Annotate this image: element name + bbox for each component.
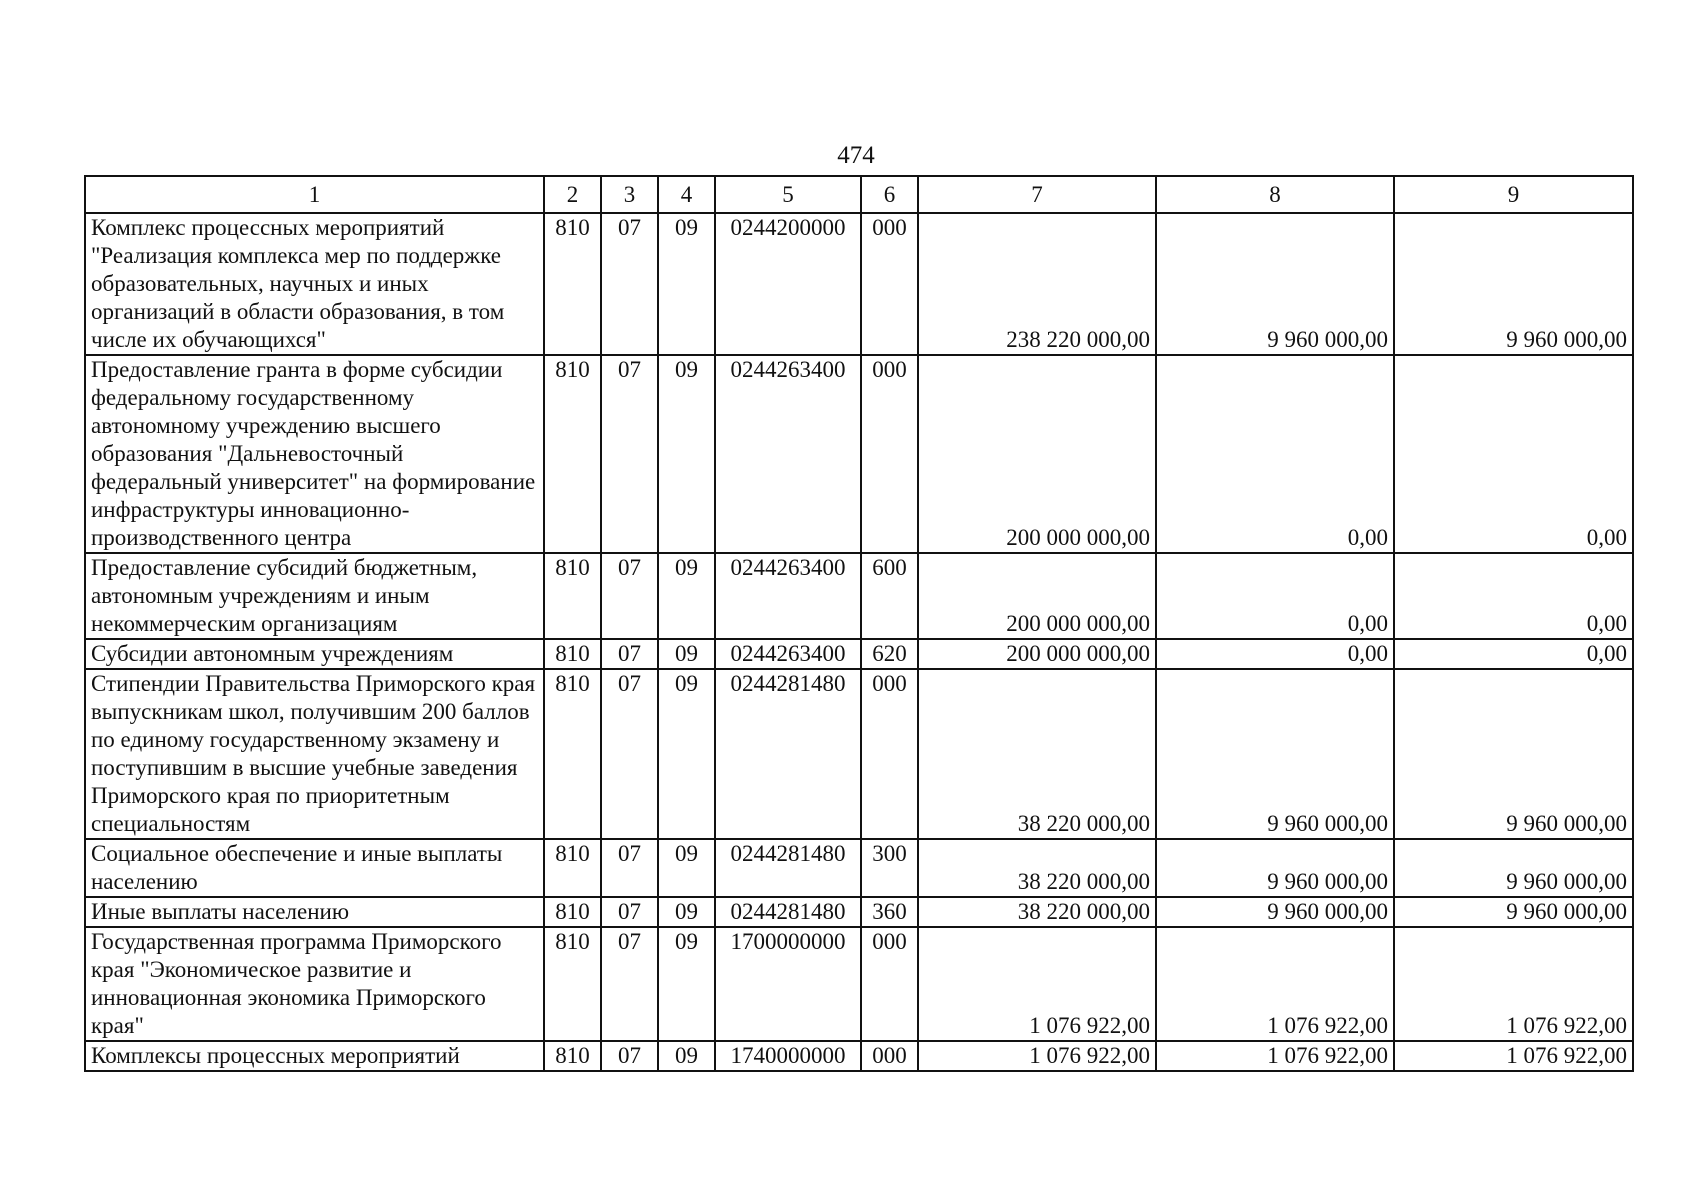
code-5: 0244200000 [715, 213, 861, 355]
code-3: 07 [601, 927, 658, 1041]
column-header: 3 [601, 176, 658, 213]
budget-table [84, 175, 1634, 1072]
code-2: 810 [544, 839, 601, 897]
row-name: Стипендии Правительства Приморского края выпускникам школ, получившим 200 баллов по единому государственному экзамену и поступившим в высшие учебные заведения Приморского края по приоритетным специальностям [85, 669, 544, 839]
amount-8: 0,00 [1156, 639, 1394, 669]
code-2: 810 [544, 639, 601, 669]
amount-9: 1 076 922,00 [1394, 1041, 1633, 1071]
code-5: 0244281480 [715, 839, 861, 897]
amount-7: 1 076 922,00 [918, 1041, 1156, 1071]
code-5: 0244263400 [715, 639, 861, 669]
table-row [85, 897, 1633, 927]
table-row [85, 839, 1633, 897]
code-4: 09 [658, 839, 715, 897]
code-2: 810 [544, 553, 601, 639]
column-header: 1 [85, 176, 544, 213]
code-2: 810 [544, 213, 601, 355]
code-2: 810 [544, 927, 601, 1041]
amount-9: 9 960 000,00 [1394, 839, 1633, 897]
code-3: 07 [601, 1041, 658, 1071]
code-6: 000 [861, 213, 918, 355]
code-2: 810 [544, 355, 601, 553]
code-5: 1740000000 [715, 1041, 861, 1071]
table-row [85, 553, 1633, 639]
amount-8: 9 960 000,00 [1156, 897, 1394, 927]
code-5: 0244281480 [715, 669, 861, 839]
amount-8: 9 960 000,00 [1156, 213, 1394, 355]
code-2: 810 [544, 897, 601, 927]
code-3: 07 [601, 553, 658, 639]
code-4: 09 [658, 669, 715, 839]
code-5: 0244281480 [715, 897, 861, 927]
amount-9: 9 960 000,00 [1394, 669, 1633, 839]
row-name: Комплексы процессных мероприятий [85, 1041, 544, 1071]
table-row [85, 1041, 1633, 1071]
code-3: 07 [601, 355, 658, 553]
code-3: 07 [601, 839, 658, 897]
column-header: 9 [1394, 176, 1633, 213]
code-6: 000 [861, 669, 918, 839]
code-6: 300 [861, 839, 918, 897]
amount-7: 38 220 000,00 [918, 669, 1156, 839]
column-header: 5 [715, 176, 861, 213]
code-5: 1700000000 [715, 927, 861, 1041]
code-3: 07 [601, 213, 658, 355]
amount-8: 9 960 000,00 [1156, 839, 1394, 897]
amount-9: 0,00 [1394, 639, 1633, 669]
code-6: 360 [861, 897, 918, 927]
row-name: Комплекс процессных мероприятий "Реализация комплекса мер по поддержке образовательных, научных и иных организаций в области образования, в том числе их обучающихся" [85, 213, 544, 355]
row-name: Иные выплаты населению [85, 897, 544, 927]
row-name: Субсидии автономным учреждениям [85, 639, 544, 669]
amount-9: 9 960 000,00 [1394, 213, 1633, 355]
amount-9: 0,00 [1394, 553, 1633, 639]
code-6: 600 [861, 553, 918, 639]
amount-7: 200 000 000,00 [918, 553, 1156, 639]
amount-7: 38 220 000,00 [918, 897, 1156, 927]
code-4: 09 [658, 355, 715, 553]
row-name: Государственная программа Приморского края "Экономическое развитие и инновационная экономика Приморского края" [85, 927, 544, 1041]
row-name: Социальное обеспечение и иные выплаты населению [85, 839, 544, 897]
amount-7: 238 220 000,00 [918, 213, 1156, 355]
amount-9: 1 076 922,00 [1394, 927, 1633, 1041]
code-4: 09 [658, 639, 715, 669]
amount-8: 1 076 922,00 [1156, 1041, 1394, 1071]
amount-8: 0,00 [1156, 553, 1394, 639]
code-5: 0244263400 [715, 355, 861, 553]
row-name: Предоставление субсидий бюджетным, автономным учреждениям и иным некоммерческим организациям [85, 553, 544, 639]
column-header: 6 [861, 176, 918, 213]
table-row [85, 927, 1633, 1041]
code-2: 810 [544, 1041, 601, 1071]
code-3: 07 [601, 897, 658, 927]
code-6: 000 [861, 1041, 918, 1071]
page-number: 474 [837, 142, 875, 169]
amount-8: 9 960 000,00 [1156, 669, 1394, 839]
amount-8: 1 076 922,00 [1156, 927, 1394, 1041]
code-2: 810 [544, 669, 601, 839]
amount-7: 200 000 000,00 [918, 355, 1156, 553]
code-6: 000 [861, 927, 918, 1041]
amount-7: 38 220 000,00 [918, 839, 1156, 897]
code-3: 07 [601, 639, 658, 669]
column-header: 4 [658, 176, 715, 213]
code-4: 09 [658, 1041, 715, 1071]
column-header: 8 [1156, 176, 1394, 213]
code-3: 07 [601, 669, 658, 839]
code-6: 000 [861, 355, 918, 553]
table-row [85, 639, 1633, 669]
code-4: 09 [658, 553, 715, 639]
code-4: 09 [658, 897, 715, 927]
code-4: 09 [658, 927, 715, 1041]
table-row [85, 669, 1633, 839]
code-4: 09 [658, 213, 715, 355]
header-row [85, 176, 1633, 213]
amount-8: 0,00 [1156, 355, 1394, 553]
column-header: 2 [544, 176, 601, 213]
amount-9: 9 960 000,00 [1394, 897, 1633, 927]
code-5: 0244263400 [715, 553, 861, 639]
table-row [85, 355, 1633, 553]
table-row [85, 213, 1633, 355]
amount-7: 200 000 000,00 [918, 639, 1156, 669]
column-header: 7 [918, 176, 1156, 213]
amount-7: 1 076 922,00 [918, 927, 1156, 1041]
amount-9: 0,00 [1394, 355, 1633, 553]
code-6: 620 [861, 639, 918, 669]
row-name: Предоставление гранта в форме субсидии федеральному государственному автономному учреждению высшего образования "Дальневосточный федеральный университет" на формирование инфраструктуры инновационно-производственного центра [85, 355, 544, 553]
